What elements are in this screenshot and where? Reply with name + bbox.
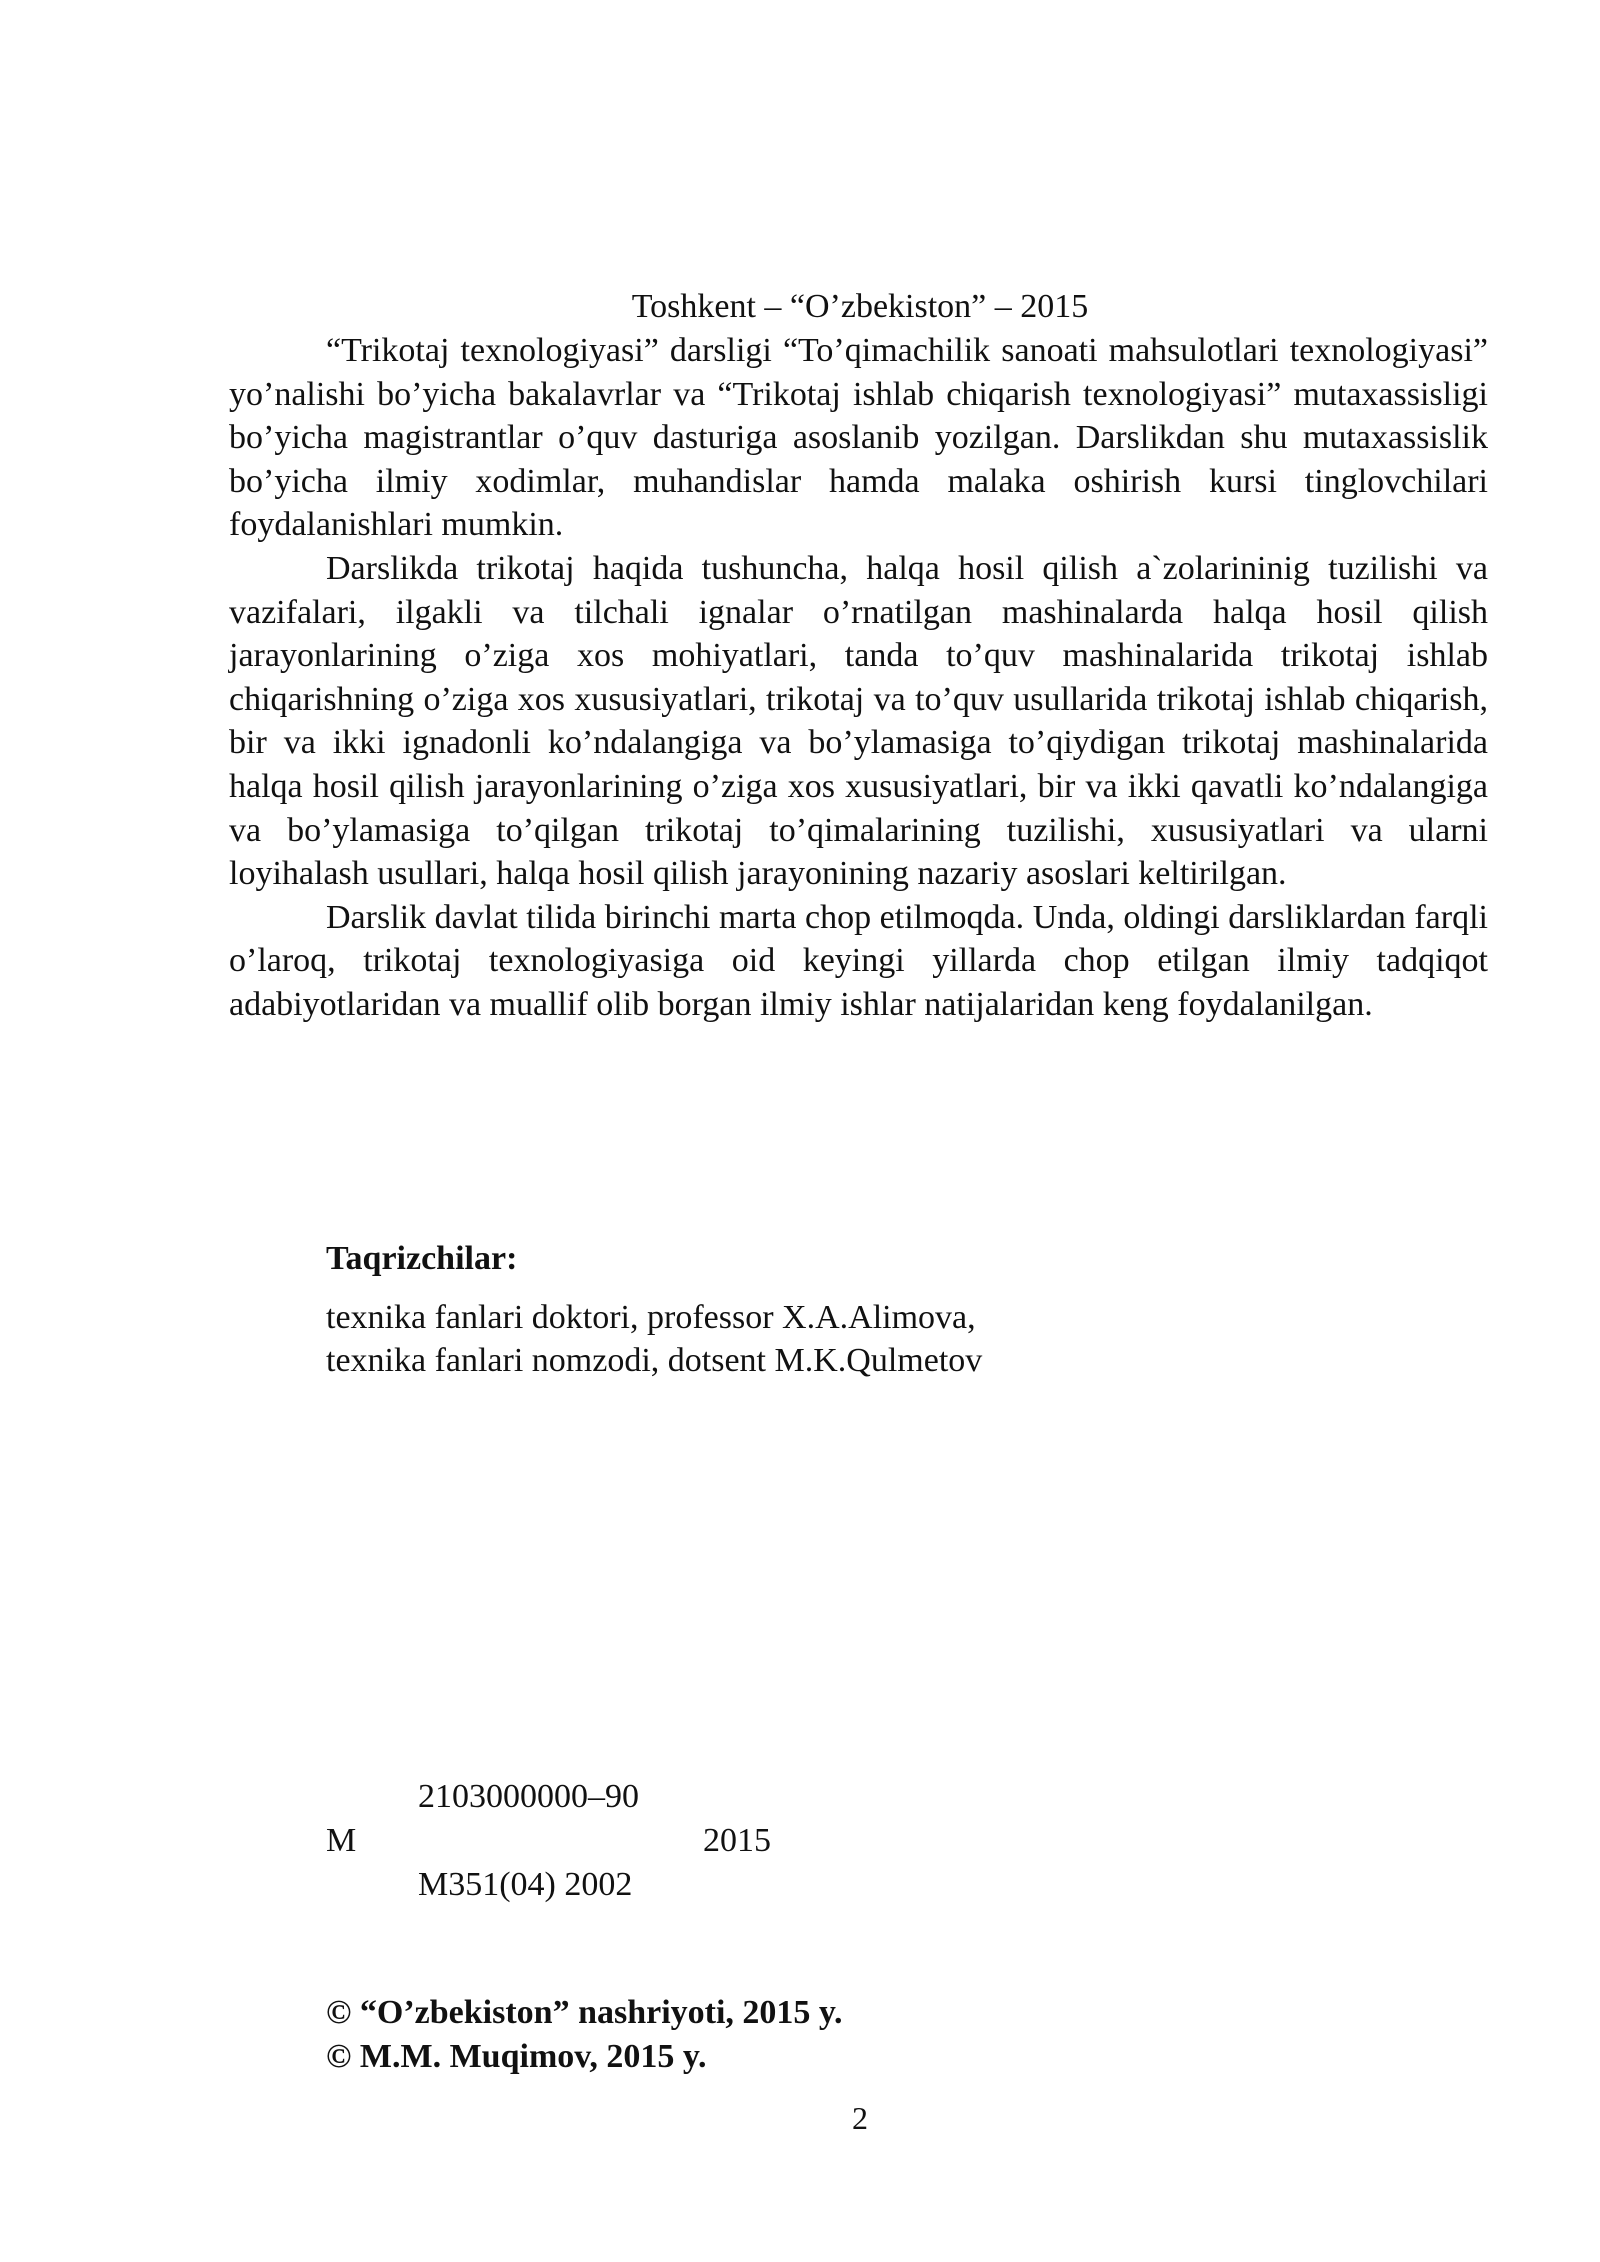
copyright-line-1: © “O’zbekiston” nashriyoti, 2015 y.: [326, 1994, 843, 2031]
paragraph-1: “Trikotaj texnologiyasi” darsligi “To’qimachilik sanoati mahsulotlari texnologiyasi” yo’nalishi bo’yicha bakalavrlar va “Trikotaj ishlab chiqarish texnologiyasi” mutaxassisligi bo’yicha magistrantlar o’quv dasturiga asoslanib yozilgan. Darslikdan shu mutaxassislik bo’yicha ilmiy xodimlar, muhandislar hamda malaka oshirish kursi tinglovchilari foydalanishlari mumkin.: [229, 332, 1488, 544]
publication-place-line: Toshkent – “O’zbekiston” – 2015: [631, 288, 1089, 325]
copyright-line-2: © M.M. Muqimov, 2015 y.: [326, 2038, 707, 2075]
paragraph-2: Darslikda trikotaj haqida tushuncha, halqa hosil qilish a`zolarininig tuzilishi va vazifalari, ilgakli va tilchali ignalar o’rnatilgan mashinalarda halqa hosil qilish jarayonlarining o’ziga xos mohiyatlari, tanda to’quv mashinalarida trikotaj ishlab chiqarishning o’ziga xos xususiyatlari, trikotaj va to’quv usullarida trikotaj ishlab chiqarish, bir va ikki ignadonli ko’ndalangiga va bo’ylamasiga to’qiydigan trikotaj mashinalarida halqa hosil qilish jarayonlarining o’ziga xos xususiyatlari, bir va ikki qavatli ko’ndalangiga va bo’ylamasiga to’qilgan trikotaj to’qimalarining tuzilishi, xususiyatlari va ularni loyihalash usullari, halqa hosil qilish jarayonining nazariy asoslari keltirilgan.: [229, 549, 1488, 893]
catalog-year: 2015: [703, 1822, 771, 1859]
copyright-block: [326, 1991, 843, 2079]
catalog-denominator: M351(04) 2002: [418, 1866, 633, 1903]
paragraph-3: Darslik davlat tilida birinchi marta chop etilmoqda. Unda, oldingi darsliklardan farqli o’laroq, trikotaj texnologiyasiga oid keyingi yillarda chop etilgan ilmiy tadqiqot adabiyotlaridan va muallif olib borgan ilmiy ishlar natijalaridan keng foydalanilgan.: [229, 898, 1488, 1023]
annotation-text: [229, 329, 1488, 1027]
catalog-letter: M: [326, 1822, 357, 1859]
reviewer-line-1: texnika fanlari doktori, professor X.A.Alimova,: [326, 1299, 976, 1336]
reviewers-heading: Taqrizchilar:: [326, 1240, 518, 1277]
reviewers-block: [326, 1237, 982, 1382]
page-number: 2: [852, 2100, 868, 2136]
catalog-numerator: 2103000000–90: [418, 1778, 639, 1815]
reviewer-line-2: texnika fanlari nomzodi, dotsent M.K.Qulmetov: [326, 1342, 983, 1379]
